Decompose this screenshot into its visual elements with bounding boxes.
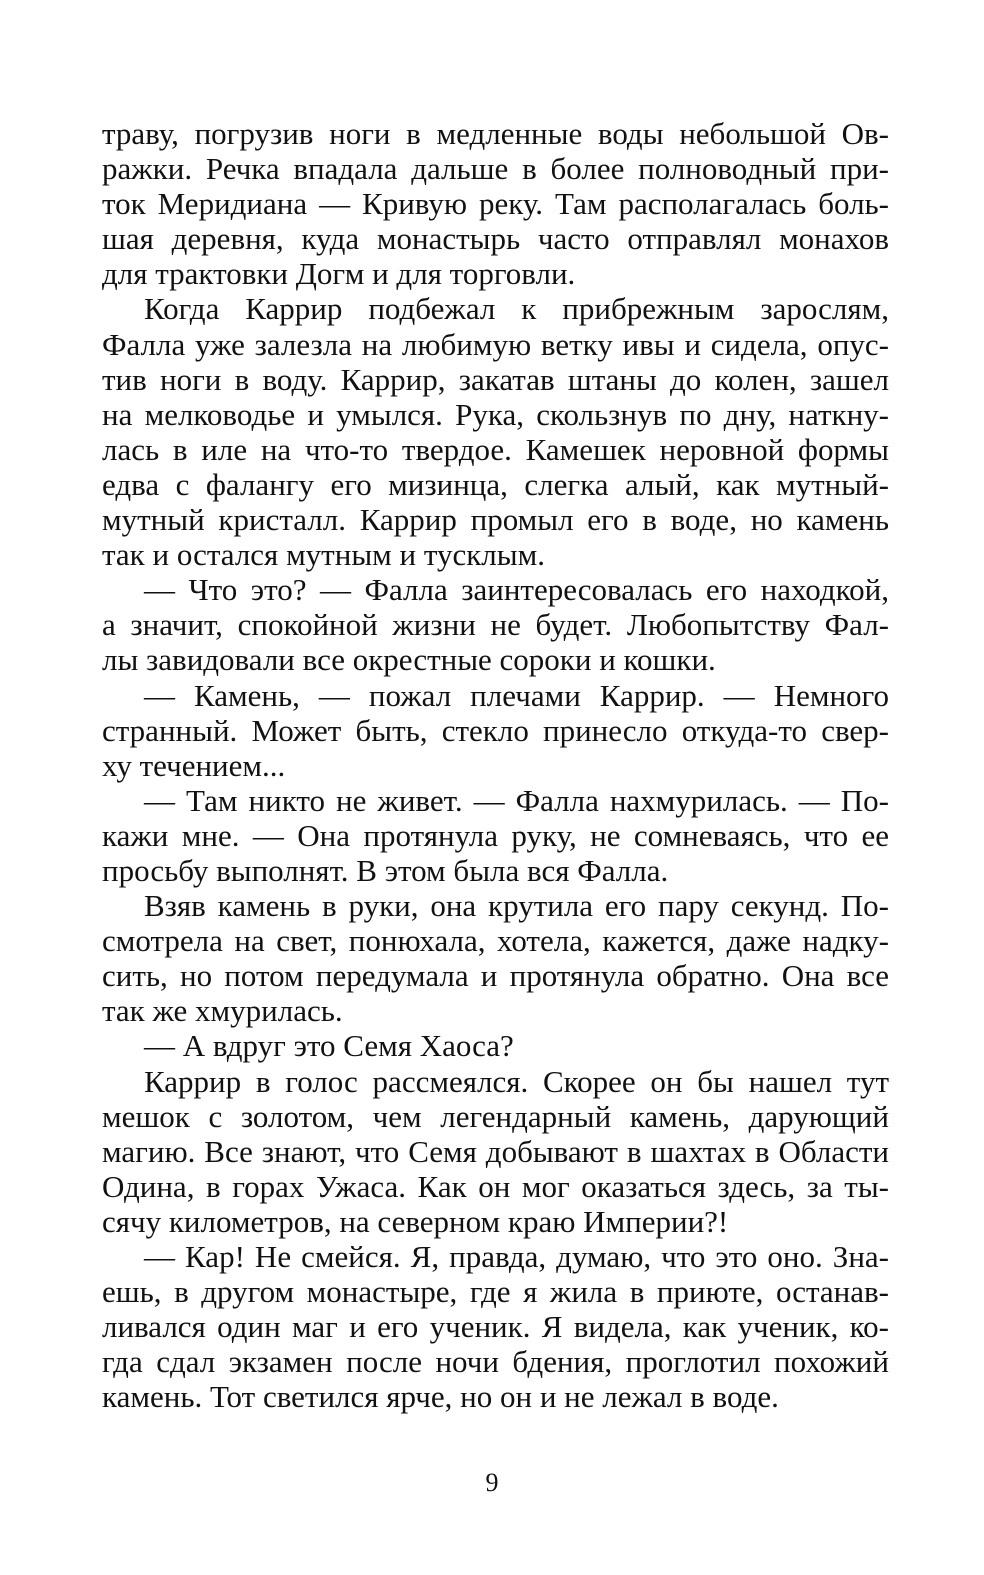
text-line: а значит, спокойной жизни не будет. Любопытству Фал- [102, 607, 889, 643]
text-line: сить, но потом передумала и протянула обратно. Она все [102, 958, 889, 994]
text-line: — Что это? — Фалла заинтересовалась его находкой, [144, 572, 889, 608]
text-line: ешь, в другом монастыре, где я жила в приюте, останав- [102, 1274, 889, 1310]
text-line: ху течением... [102, 747, 286, 783]
text-line: едва с фалангу его мизинца, слегка алый, как мутный- [102, 466, 889, 502]
text-line: так и остался мутным и тусклым. [102, 537, 545, 573]
body-text [102, 116, 889, 1414]
text-line: кажи мне. — Она протянула руку, не сомневаясь, что ее [102, 817, 889, 853]
text-line: мутный кристалл. Каррир промыл его в воде, но камень [102, 502, 889, 538]
text-line: на мелководье и умылся. Рука, скользнув по дну, наткну- [102, 396, 889, 432]
text-line: магию. Все знают, что Семя добывают в шахтах в Области [102, 1133, 889, 1169]
text-line: так же хмурилась. [102, 993, 343, 1029]
text-line: сячу километров, на северном краю Империи?! [102, 1203, 729, 1239]
text-line: гда сдал экзамен после ночи бдения, проглотил похожий [102, 1344, 889, 1380]
text-line: — Кар! Не смейся. Я, правда, думаю, что это оно. Зна- [144, 1239, 889, 1274]
text-line: — Камень, — пожал плечами Каррир. — Немного [144, 677, 889, 713]
text-line: ливался один маг и его ученик. Я видела, как ученик, ко- [102, 1309, 889, 1345]
text-line: тив ноги в воду. Каррир, закатав штаны до колен, зашел [102, 361, 889, 397]
page-number: 9 [485, 1468, 499, 1497]
text-line: просьбу выполнят. В этом была вся Фалла. [102, 852, 669, 888]
text-line: Когда Каррир подбежал к прибрежным зарослям, [144, 291, 889, 327]
text-line: Одина, в горах Ужаса. Как он мог оказаться здесь, за ты- [102, 1168, 889, 1204]
text-line: траву, погрузив ноги в медленные воды небольшой Ов- [102, 116, 889, 151]
text-line: ток Меридиана — Кривую реку. Там располагалась боль- [102, 186, 889, 222]
text-line: лась в иле на что-то твердое. Камешек неровной формы [102, 431, 889, 467]
text-line: Взяв камень в руки, она крутила его пару секунд. По- [144, 888, 889, 924]
text-line: смотрела на свет, понюхала, хотела, кажется, даже надку- [102, 923, 889, 959]
text-line: лы завидовали все окрестные сороки и кошки. [102, 642, 716, 678]
text-line: ражки. Речка впадала дальше в более полноводный при- [102, 151, 889, 187]
text-line: камень. Тот светился ярче, но он и не лежал в воде. [102, 1379, 779, 1415]
text-line: — Там никто не живет. — Фалла нахмурилась. — По- [144, 782, 889, 818]
text-line: Каррир в голос рассмеялся. Скорее он бы нашел тут [144, 1063, 889, 1099]
text-line: Фалла уже залезла на любимую ветку ивы и сидела, опус- [102, 326, 889, 362]
text-line: мешок с золотом, чем легендарный камень, дарующий [102, 1098, 889, 1134]
text-line: шая деревня, куда монастырь часто отправлял монахов [102, 221, 889, 257]
text-line: для трактовки Догм и для торговли. [102, 256, 576, 292]
text-line: странный. Может быть, стекло принесло откуда-то свер- [102, 712, 889, 748]
text-line: — А вдруг это Семя Хаоса? [144, 1028, 514, 1064]
